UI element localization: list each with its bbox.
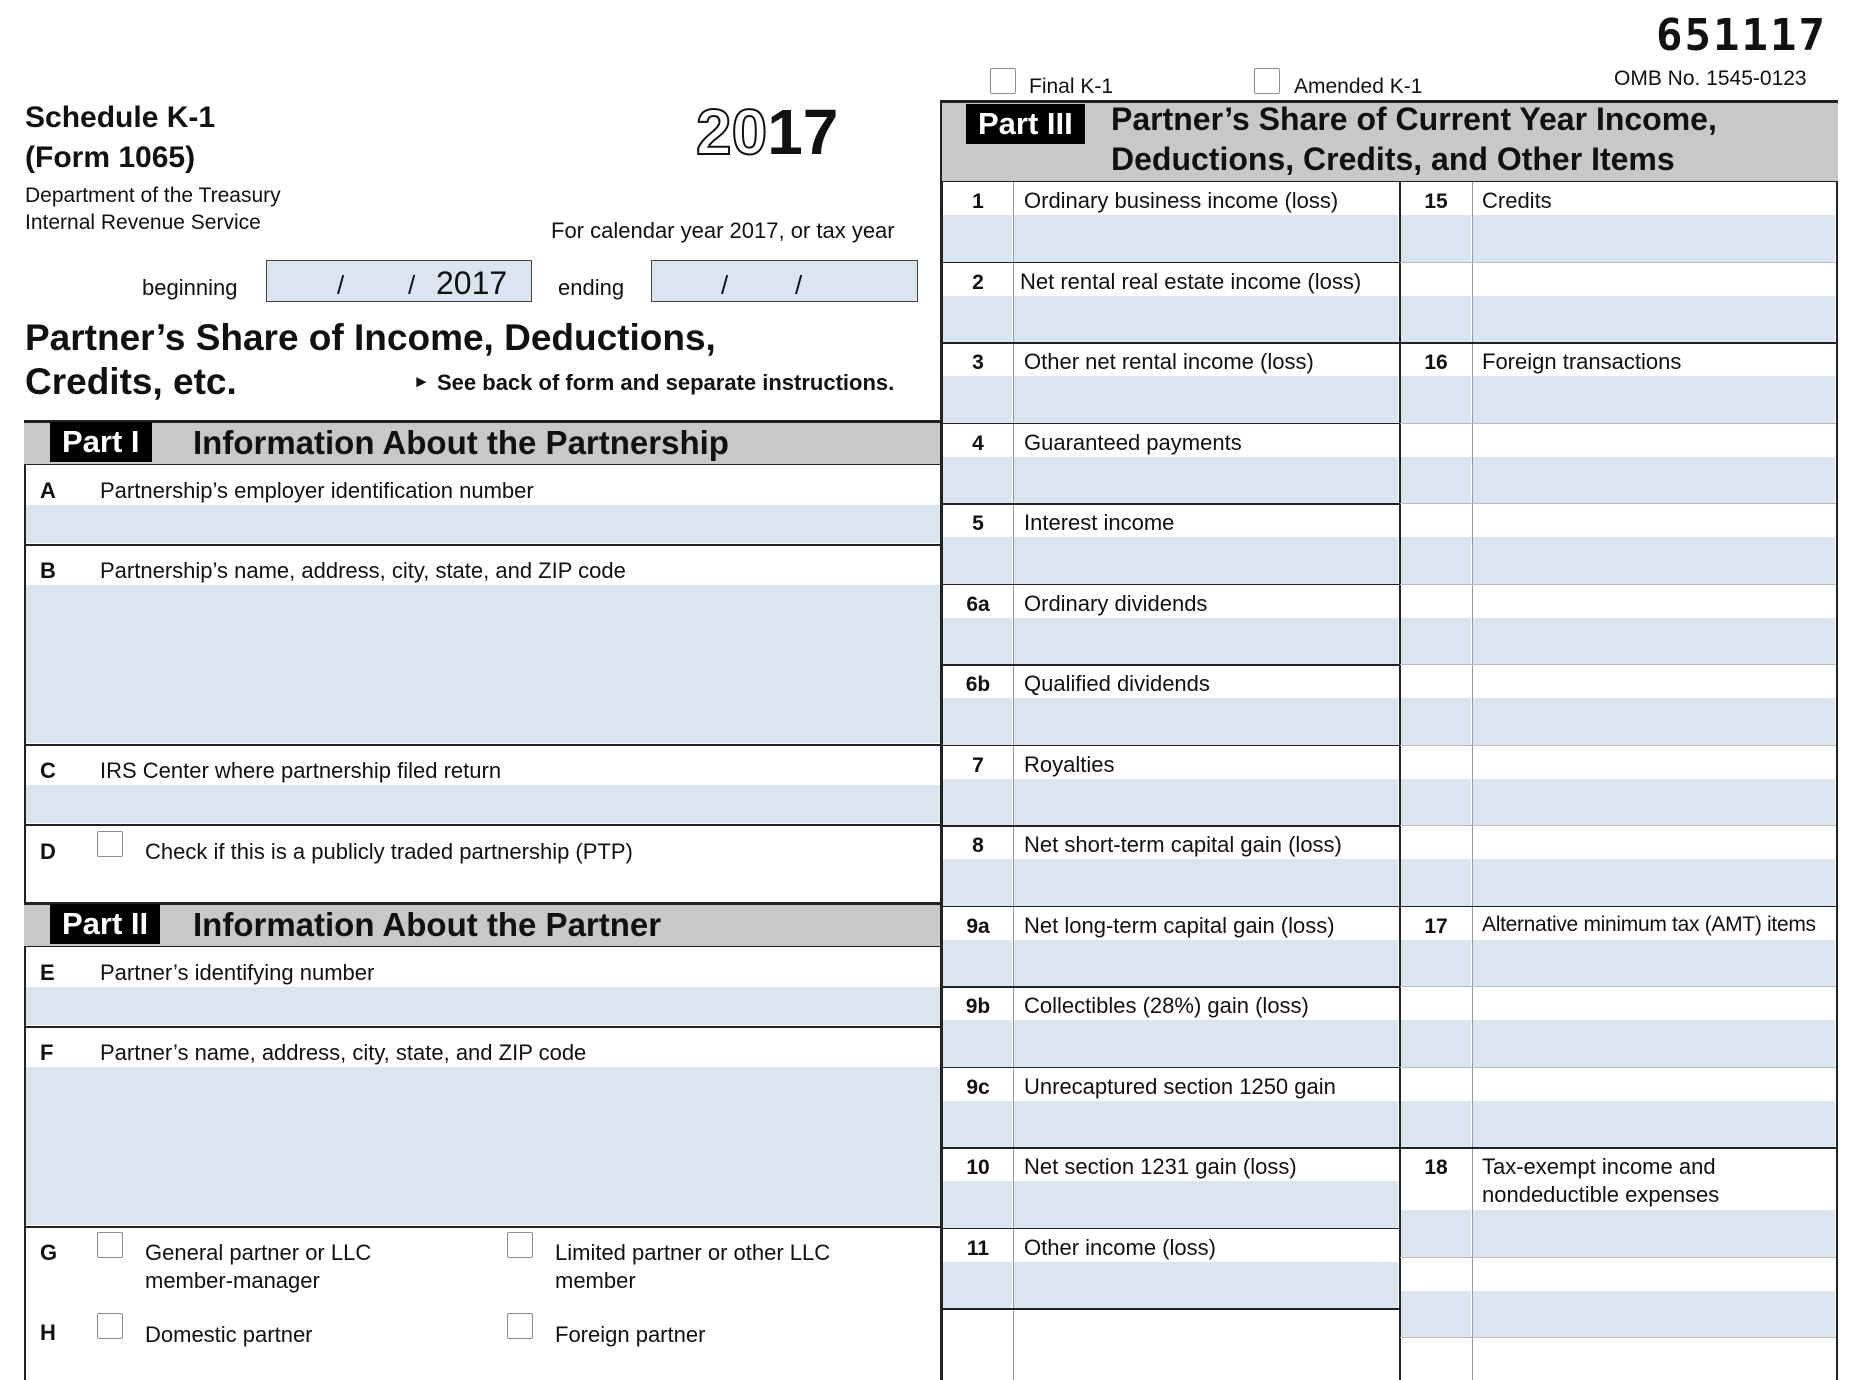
- divider: [942, 1308, 1399, 1310]
- divider: [942, 342, 1399, 344]
- line-15-code-field[interactable]: [1401, 215, 1471, 262]
- line-11-label: Other income (loss): [1024, 1234, 1216, 1260]
- divider: [24, 824, 942, 826]
- line-5-number: 5: [972, 512, 984, 535]
- dept-line1: Department of the Treasury: [25, 184, 281, 207]
- line-16-amount-field[interactable]: [1473, 457, 1835, 504]
- line-8-amount-field[interactable]: [1014, 859, 1398, 906]
- divider: [1400, 1257, 1836, 1258]
- line-16-code-field[interactable]: [1401, 457, 1471, 504]
- line-16-code-field[interactable]: [1401, 537, 1471, 584]
- divider: [1400, 503, 1836, 504]
- line-6a-number: 6a: [966, 592, 990, 616]
- irs-center-field[interactable]: [26, 785, 940, 823]
- line-a-text: Partnership’s employer identification number: [100, 478, 534, 503]
- form-number: 651117: [1656, 10, 1827, 61]
- part3-title-line1: Partner’s Share of Current Year Income,: [1111, 101, 1717, 137]
- line-6b-label: Qualified dividends: [1024, 671, 1210, 696]
- beginning-slash-2: /: [408, 270, 416, 300]
- line-17-code-field[interactable]: [1401, 1101, 1471, 1148]
- line-16-amount-field[interactable]: [1473, 698, 1835, 745]
- line-2-number: 2: [972, 270, 984, 294]
- limited-partner-checkbox[interactable]: [507, 1232, 533, 1258]
- limited-partner-label-1: Limited partner or other LLC: [555, 1240, 831, 1265]
- line-18-number: 18: [1424, 1156, 1448, 1179]
- line-6b-code-field[interactable]: [943, 698, 1012, 745]
- line-4-number: 4: [972, 431, 984, 455]
- divider: [942, 825, 1399, 827]
- line-6a-code-field[interactable]: [943, 618, 1012, 665]
- line-b-text: Partnership’s name, address, city, state, and ZIP code: [100, 558, 626, 583]
- tax-year-outline: 20: [696, 96, 768, 168]
- line-16-amount-field[interactable]: [1473, 859, 1835, 906]
- line-1-label: Ordinary business income (loss): [1024, 188, 1339, 213]
- line-16-code-field[interactable]: [1401, 698, 1471, 745]
- general-partner-checkbox[interactable]: [97, 1232, 123, 1258]
- line-8-number: 8: [972, 834, 984, 857]
- line-10-number: 10: [966, 1156, 990, 1179]
- line-g-letter: G: [40, 1240, 58, 1265]
- line-c-text: IRS Center where partnership filed return: [100, 758, 502, 783]
- foreign-partner-label: Foreign partner: [555, 1322, 706, 1347]
- line-7-number: 7: [972, 753, 984, 777]
- line-16-code-field[interactable]: [1401, 618, 1471, 665]
- divider: [942, 1228, 1399, 1230]
- line-9b-number: 9b: [965, 995, 991, 1018]
- line-3-label: Other net rental income (loss): [1024, 349, 1314, 374]
- divider: [942, 1147, 1399, 1149]
- line-6a-amount-field[interactable]: [1014, 618, 1398, 665]
- divider: [1400, 986, 1836, 987]
- divider: [24, 1226, 942, 1228]
- divider: [24, 1026, 942, 1028]
- line-17-number: 17: [1424, 914, 1448, 938]
- line-16-code-field[interactable]: [1401, 859, 1471, 906]
- part3-title-line2: Deductions, Credits, and Other Items: [1111, 141, 1675, 177]
- divider: [1400, 584, 1836, 585]
- divider: [1400, 262, 1836, 263]
- ptp-checkbox[interactable]: [97, 831, 123, 857]
- line-18-label-2: nondeductible expenses: [1482, 1182, 1720, 1207]
- see-back-arrow: ►: [413, 372, 430, 391]
- final-k1-label: Final K-1: [1029, 75, 1114, 98]
- ending-label: ending: [558, 275, 625, 300]
- divider: [1400, 825, 1836, 826]
- line-16-label: Foreign transactions: [1482, 349, 1682, 374]
- main-title-line2: Credits, etc.: [25, 361, 237, 402]
- line-d-letter: D: [40, 839, 56, 864]
- divider: [24, 544, 942, 546]
- line-1-number: 1: [972, 190, 984, 213]
- line-17-amount-field[interactable]: [1473, 1020, 1835, 1067]
- part2-label: Part II: [50, 904, 160, 944]
- line-9b-code-field[interactable]: [943, 1020, 1012, 1067]
- line-16-number: 16: [1424, 351, 1448, 374]
- line-6b-amount-field[interactable]: [1014, 698, 1398, 745]
- tax-year: [696, 96, 838, 168]
- beginning-slash-1: /: [337, 270, 345, 300]
- beginning-year: 2017: [436, 265, 508, 301]
- ending-slash-2: /: [795, 270, 803, 300]
- line-17-code-field[interactable]: [1401, 940, 1471, 987]
- line-16-code-field[interactable]: [1401, 779, 1471, 826]
- line-15-amount-field[interactable]: [1473, 215, 1835, 262]
- line-10-label: Net section 1231 gain (loss): [1024, 1154, 1297, 1179]
- line-9b-amount-field[interactable]: [1014, 1020, 1398, 1067]
- line-1-code-field[interactable]: [943, 215, 1012, 262]
- line-5-code-field[interactable]: [943, 537, 1012, 584]
- ending-slash-1: /: [721, 270, 729, 300]
- calendar-year-text: For calendar year 2017, or tax year: [551, 218, 895, 243]
- divider: [942, 262, 1399, 264]
- line-4-amount-field[interactable]: [1014, 457, 1398, 504]
- line-9c-number: 9c: [966, 1075, 990, 1099]
- line-18-code-field[interactable]: [1401, 1291, 1471, 1338]
- general-partner-label-2: member-manager: [145, 1268, 320, 1293]
- line-f-text: Partner’s name, address, city, state, and ZIP code: [100, 1040, 587, 1065]
- line-f-letter: F: [40, 1040, 54, 1065]
- line-9c-label: Unrecaptured section 1250 gain: [1024, 1073, 1336, 1099]
- line-9c-code-field[interactable]: [943, 1101, 1012, 1148]
- schedule-title: Schedule K-1: [25, 101, 216, 134]
- line-2-amount-field[interactable]: [1014, 296, 1398, 343]
- divider: [1400, 1067, 1836, 1068]
- divider: [1400, 1337, 1836, 1338]
- divider: [942, 664, 1399, 666]
- part2-title: Information About the Partner: [193, 906, 662, 943]
- left-border: [24, 420, 26, 1380]
- schedule-form: (Form 1065): [25, 141, 196, 174]
- line-3-amount-field[interactable]: [1014, 376, 1398, 423]
- line-9a-number: 9a: [966, 914, 990, 938]
- line-11-amount-field[interactable]: [1014, 1262, 1398, 1309]
- line-1-amount-field[interactable]: [1014, 215, 1398, 262]
- limited-partner-label-2: member: [555, 1268, 636, 1293]
- line-e-letter: E: [40, 960, 55, 985]
- divider: [1400, 906, 1836, 908]
- line-18-code-field[interactable]: [1401, 1210, 1471, 1257]
- dept-line2: Internal Revenue Service: [25, 211, 261, 234]
- line-7-code-field[interactable]: [943, 779, 1012, 826]
- main-title-line1: Partner’s Share of Income, Deductions,: [25, 317, 716, 358]
- line-16-amount-field[interactable]: [1473, 779, 1835, 826]
- amended-k1-label: Amended K-1: [1294, 75, 1423, 98]
- beginning-label: beginning: [142, 275, 238, 300]
- line-10-code-field[interactable]: [943, 1181, 1012, 1228]
- line-8-label: Net short-term capital gain (loss): [1024, 832, 1342, 857]
- divider: [1400, 342, 1836, 344]
- divider: [942, 1067, 1399, 1069]
- line-9a-code-field[interactable]: [943, 940, 1012, 987]
- line-16-code-field[interactable]: [1401, 376, 1471, 423]
- line-11-code-field[interactable]: [943, 1262, 1012, 1309]
- line-d-text: Check if this is a publicly traded partnership (PTP): [145, 839, 633, 864]
- ending-date-field[interactable]: [651, 260, 918, 302]
- line-18-amount-field[interactable]: [1473, 1210, 1835, 1257]
- partner-id-field[interactable]: [26, 987, 940, 1025]
- line-6b-number: 6b: [965, 673, 991, 696]
- partnership-ein-field[interactable]: [26, 505, 940, 543]
- line-16-amount-field[interactable]: [1473, 537, 1835, 584]
- divider: [942, 503, 1399, 505]
- line-16-amount-field[interactable]: [1473, 376, 1835, 423]
- line-7-label: Royalties: [1024, 751, 1115, 777]
- see-back-text: See back of form and separate instructions.: [437, 370, 895, 395]
- line-15-amount-field[interactable]: [1473, 296, 1835, 343]
- line-h-letter: H: [40, 1320, 56, 1345]
- foreign-partner-checkbox[interactable]: [507, 1313, 533, 1339]
- partner-name-address-field[interactable]: [26, 1067, 940, 1225]
- divider: [942, 423, 1399, 425]
- line-11-number: 11: [966, 1236, 990, 1260]
- part1-title: Information About the Partnership: [193, 424, 729, 461]
- line-15-code-field[interactable]: [1401, 296, 1471, 343]
- part3-label: Part III: [966, 104, 1085, 144]
- line-2-code-field[interactable]: [943, 296, 1012, 343]
- line-5-amount-field[interactable]: [1014, 537, 1398, 584]
- line-18-amount-field[interactable]: [1473, 1291, 1835, 1338]
- line-4-label: Guaranteed payments: [1024, 429, 1242, 455]
- line-b-letter: B: [40, 558, 56, 583]
- line-7-amount-field[interactable]: [1014, 779, 1398, 826]
- divider: [942, 584, 1399, 586]
- part3-right-border: [1836, 100, 1838, 1380]
- domestic-partner-label: Domestic partner: [145, 1322, 313, 1347]
- partnership-name-address-field[interactable]: [26, 585, 940, 743]
- divider: [24, 744, 942, 746]
- line-16-amount-field[interactable]: [1473, 618, 1835, 665]
- line-2-label: Net rental real estate income (loss): [1020, 268, 1362, 294]
- line-18-label-1: Tax-exempt income and: [1482, 1154, 1716, 1179]
- line-e-text: Partner’s identifying number: [100, 960, 375, 985]
- line-17-amount-field[interactable]: [1473, 940, 1835, 987]
- line-5-label: Interest income: [1024, 510, 1175, 535]
- line-c-letter: C: [40, 758, 56, 783]
- divider: [1400, 745, 1836, 746]
- line-9b-label: Collectibles (28%) gain (loss): [1024, 993, 1309, 1018]
- omb-number: OMB No. 1545-0123: [1614, 67, 1807, 90]
- line-3-number: 3: [972, 351, 984, 374]
- line-17-code-field[interactable]: [1401, 1020, 1471, 1067]
- final-k1-checkbox[interactable]: [990, 68, 1016, 94]
- divider: [1400, 664, 1836, 665]
- line-15-label: Credits: [1482, 188, 1552, 213]
- line-3-code-field[interactable]: [943, 376, 1012, 423]
- line-6a-label: Ordinary dividends: [1024, 590, 1208, 616]
- line-9a-amount-field[interactable]: [1014, 940, 1398, 987]
- divider: [942, 745, 1399, 747]
- tax-year-bold: 17: [767, 96, 839, 168]
- line-15-number: 15: [1424, 190, 1448, 213]
- part1-label: Part I: [50, 422, 152, 462]
- general-partner-label-1: General partner or LLC: [145, 1240, 372, 1265]
- line-9a-label: Net long-term capital gain (loss): [1024, 912, 1335, 938]
- line-4-code-field[interactable]: [943, 457, 1012, 504]
- line-8-code-field[interactable]: [943, 859, 1012, 906]
- divider: [942, 906, 1399, 908]
- amended-k1-checkbox[interactable]: [1254, 68, 1280, 94]
- line-9c-amount-field[interactable]: [1014, 1101, 1398, 1148]
- divider: [1400, 1147, 1836, 1149]
- line-17-amount-field[interactable]: [1473, 1101, 1835, 1148]
- line-17-label: Alternative minimum tax (AMT) items: [1482, 912, 1816, 936]
- domestic-partner-checkbox[interactable]: [97, 1313, 123, 1339]
- divider: [942, 986, 1399, 988]
- line-a-letter: A: [40, 478, 56, 503]
- divider: [1400, 423, 1836, 424]
- line-10-amount-field[interactable]: [1014, 1181, 1398, 1228]
